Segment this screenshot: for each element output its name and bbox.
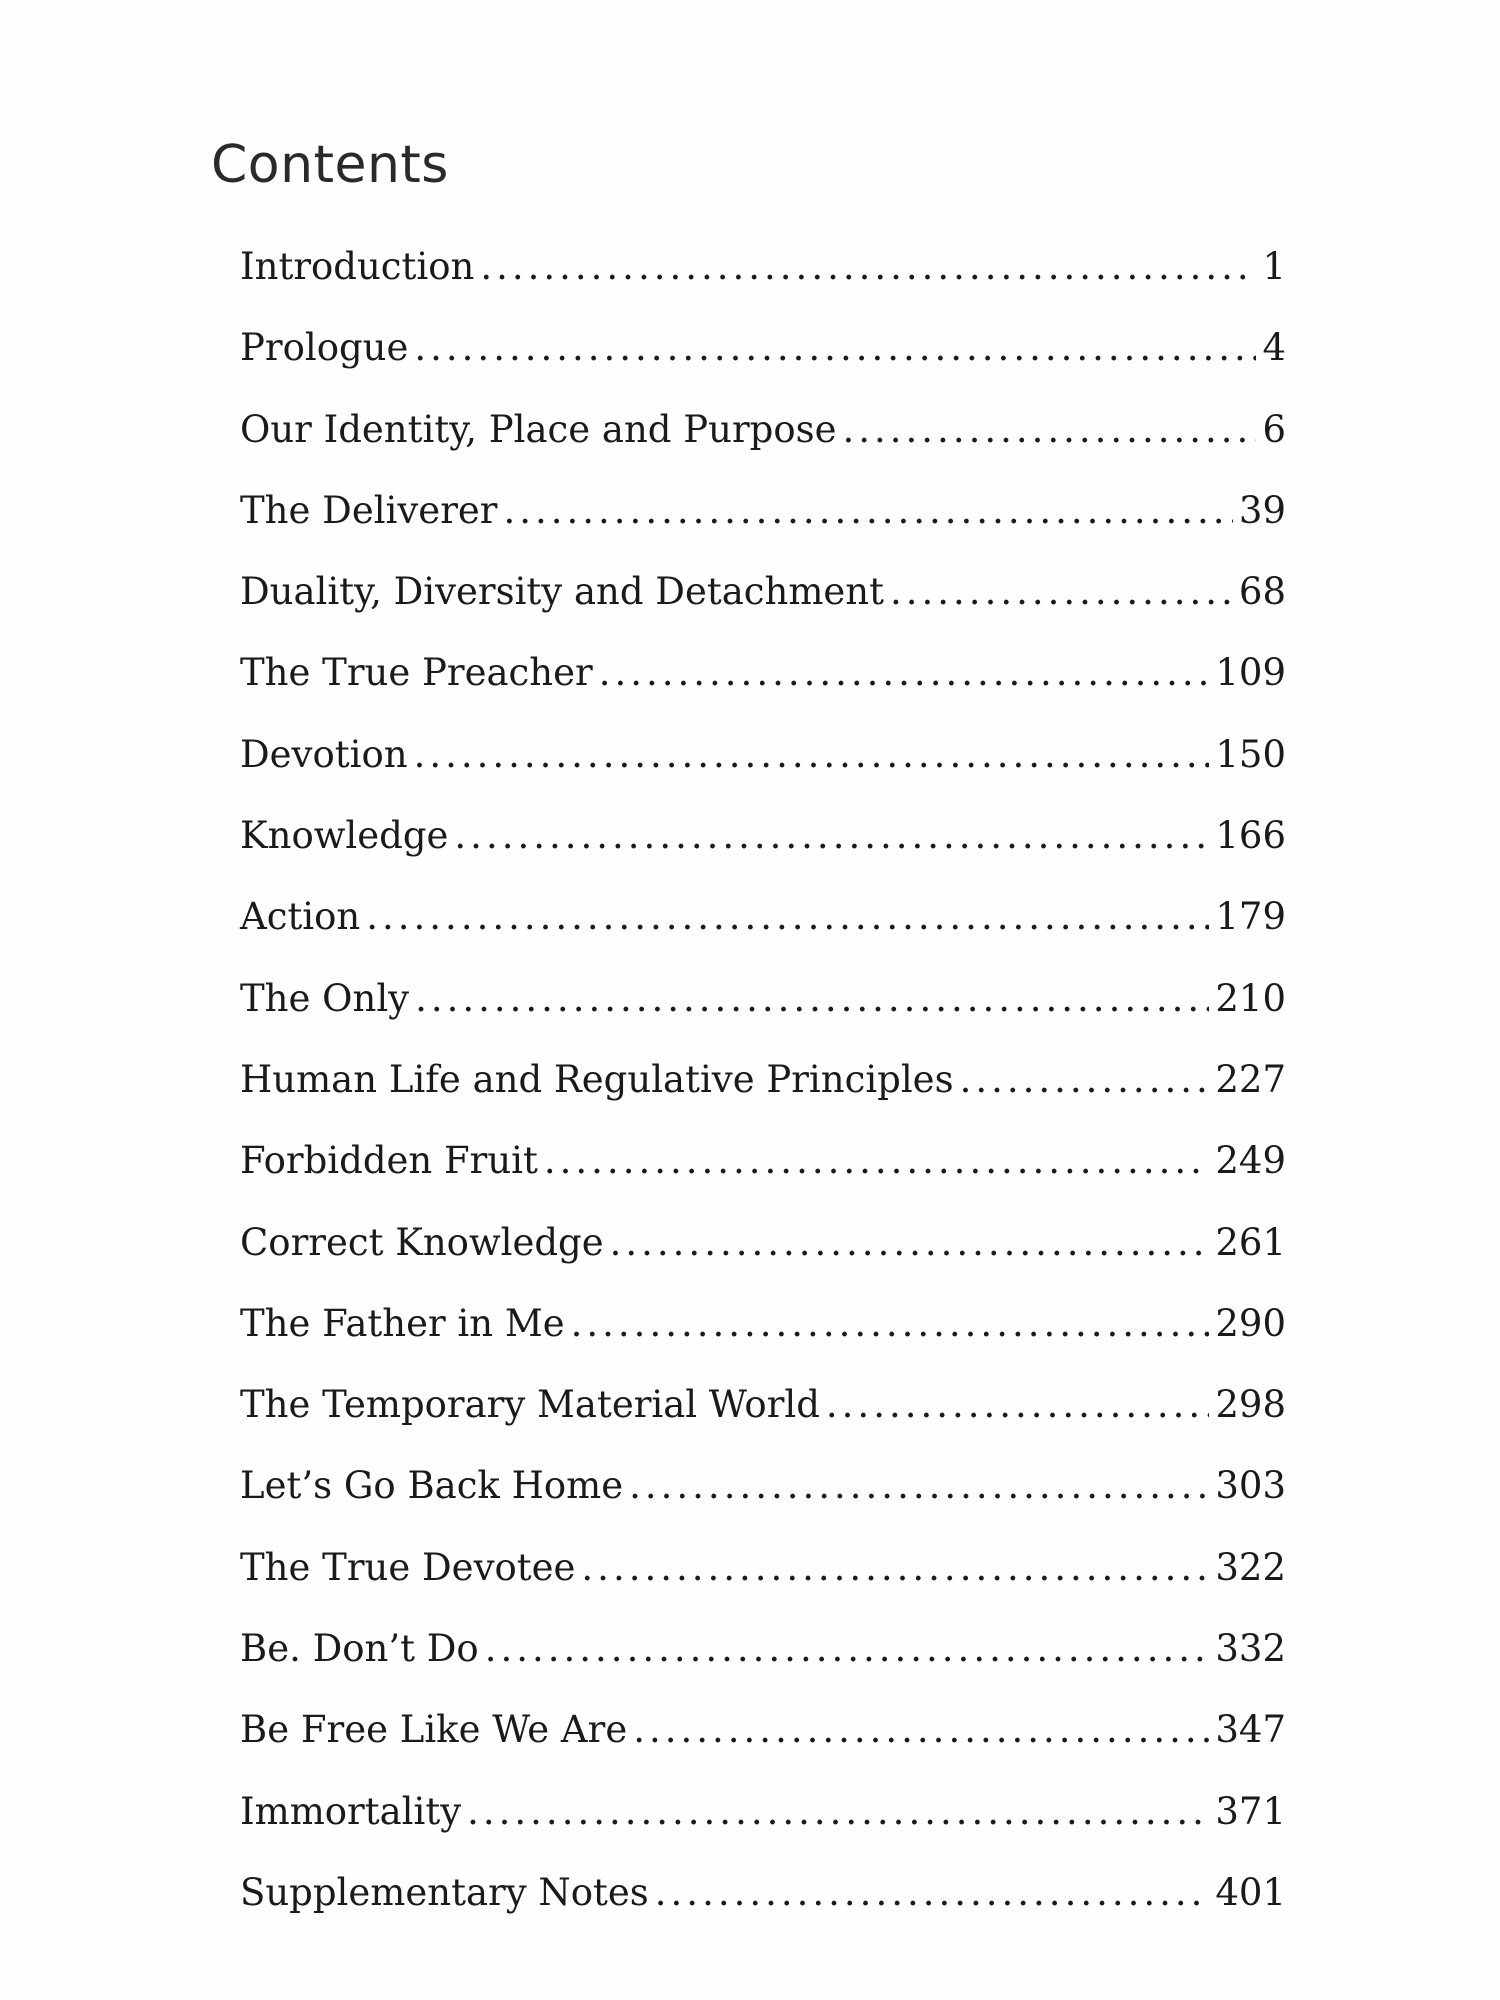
toc-entry-title: Be. Don’t Do: [240, 1627, 479, 1671]
toc-entry[interactable]: [240, 814, 1286, 895]
toc-entry-page-number: 166: [1215, 814, 1286, 858]
dot-leader: [544, 1139, 1209, 1182]
dot-leader: [629, 1464, 1209, 1507]
toc-entry[interactable]: [240, 1221, 1286, 1302]
toc-entry[interactable]: [240, 1139, 1286, 1220]
dot-leader: [454, 814, 1209, 857]
toc-entry[interactable]: [240, 326, 1286, 407]
dot-leader: [826, 1383, 1209, 1426]
dot-leader: [503, 489, 1232, 532]
toc-entry-title: Immortality: [240, 1789, 462, 1833]
page-title: Contents: [211, 135, 449, 195]
toc-entry[interactable]: [240, 733, 1286, 814]
toc-entry[interactable]: [240, 1383, 1286, 1464]
toc-entry-title: Correct Knowledge: [240, 1220, 604, 1264]
toc-entry[interactable]: [240, 1546, 1286, 1627]
toc-entry-title: Let’s Go Back Home: [240, 1464, 624, 1508]
toc-entry-page-number: 261: [1215, 1220, 1286, 1264]
toc-entry-page-number: 227: [1215, 1057, 1286, 1101]
toc-entry-title: The True Devotee: [240, 1545, 576, 1589]
toc-entry-title: Devotion: [240, 732, 408, 776]
toc-entry[interactable]: [240, 1058, 1286, 1139]
dot-leader: [599, 651, 1210, 694]
toc-entry-title: The Only: [240, 976, 410, 1020]
toc-entry[interactable]: [240, 1871, 1286, 1952]
toc-entry-page-number: 401: [1215, 1870, 1286, 1914]
toc-entry-page-number: 179: [1215, 895, 1286, 939]
toc-entry-title: The Temporary Material World: [240, 1383, 820, 1427]
dot-leader: [633, 1708, 1209, 1751]
toc-entry-title: Forbidden Fruit: [240, 1139, 538, 1183]
toc-entry-page-number: 1: [1262, 245, 1286, 288]
dot-leader: [414, 326, 1256, 369]
toc-entry-title: Supplementary Notes: [240, 1870, 649, 1914]
toc-entry-page-number: 109: [1215, 651, 1286, 695]
toc-entry-page-number: 4: [1262, 326, 1286, 370]
table-of-contents: [240, 245, 1286, 1952]
toc-entry-page-number: 6: [1262, 407, 1286, 451]
dot-leader: [581, 1546, 1209, 1589]
toc-entry[interactable]: [240, 489, 1286, 570]
toc-entry[interactable]: [240, 570, 1286, 651]
toc-entry-title: Be Free Like We Are: [240, 1708, 628, 1752]
dot-leader: [415, 977, 1209, 1020]
toc-entry[interactable]: [240, 895, 1286, 976]
toc-entry-title: The Father in Me: [240, 1301, 565, 1345]
toc-entry-page-number: 249: [1215, 1139, 1286, 1183]
toc-entry[interactable]: [240, 977, 1286, 1058]
toc-entry[interactable]: [240, 1790, 1286, 1871]
toc-entry[interactable]: [240, 1708, 1286, 1789]
toc-entry[interactable]: [240, 1627, 1286, 1708]
dot-leader: [366, 895, 1209, 938]
toc-entry-title: Prologue: [240, 326, 409, 370]
toc-entry-page-number: 303: [1215, 1464, 1286, 1508]
dot-leader: [842, 408, 1256, 451]
toc-entry-title: The True Preacher: [240, 651, 593, 695]
toc-entry[interactable]: [240, 1302, 1286, 1383]
toc-entry-page-number: 371: [1215, 1789, 1286, 1833]
toc-entry-page-number: 322: [1215, 1545, 1286, 1589]
dot-leader: [610, 1221, 1210, 1264]
toc-entry-page-number: 347: [1215, 1708, 1286, 1752]
toc-entry[interactable]: [240, 1464, 1286, 1545]
toc-entry-title: Our Identity, Place and Purpose: [240, 407, 837, 451]
toc-entry-page-number: 290: [1215, 1301, 1286, 1345]
toc-entry-page-number: 39: [1238, 488, 1286, 532]
toc-entry-title: Introduction: [240, 245, 475, 288]
toc-entry-page-number: 332: [1215, 1627, 1286, 1671]
toc-entry-page-number: 150: [1215, 732, 1286, 776]
toc-entry-page-number: 298: [1215, 1383, 1286, 1427]
toc-entry-page-number: 210: [1215, 976, 1286, 1020]
toc-entry-title: Human Life and Regulative Principles: [240, 1057, 954, 1101]
toc-entry-page-number: 68: [1238, 570, 1286, 614]
toc-entry-title: The Deliverer: [240, 488, 498, 532]
toc-entry[interactable]: [240, 245, 1286, 326]
dot-leader: [480, 245, 1256, 288]
toc-entry-title: Knowledge: [240, 814, 449, 858]
dot-leader: [414, 733, 1210, 776]
dot-leader: [571, 1302, 1210, 1345]
dot-leader: [467, 1790, 1209, 1833]
toc-entry-title: Duality, Diversity and Detachment: [240, 570, 884, 614]
dot-leader: [890, 570, 1233, 613]
dot-leader: [485, 1627, 1210, 1670]
toc-entry-title: Action: [240, 895, 361, 939]
toc-entry[interactable]: [240, 651, 1286, 732]
dot-leader: [655, 1871, 1210, 1914]
toc-entry[interactable]: [240, 408, 1286, 489]
dot-leader: [960, 1058, 1210, 1101]
